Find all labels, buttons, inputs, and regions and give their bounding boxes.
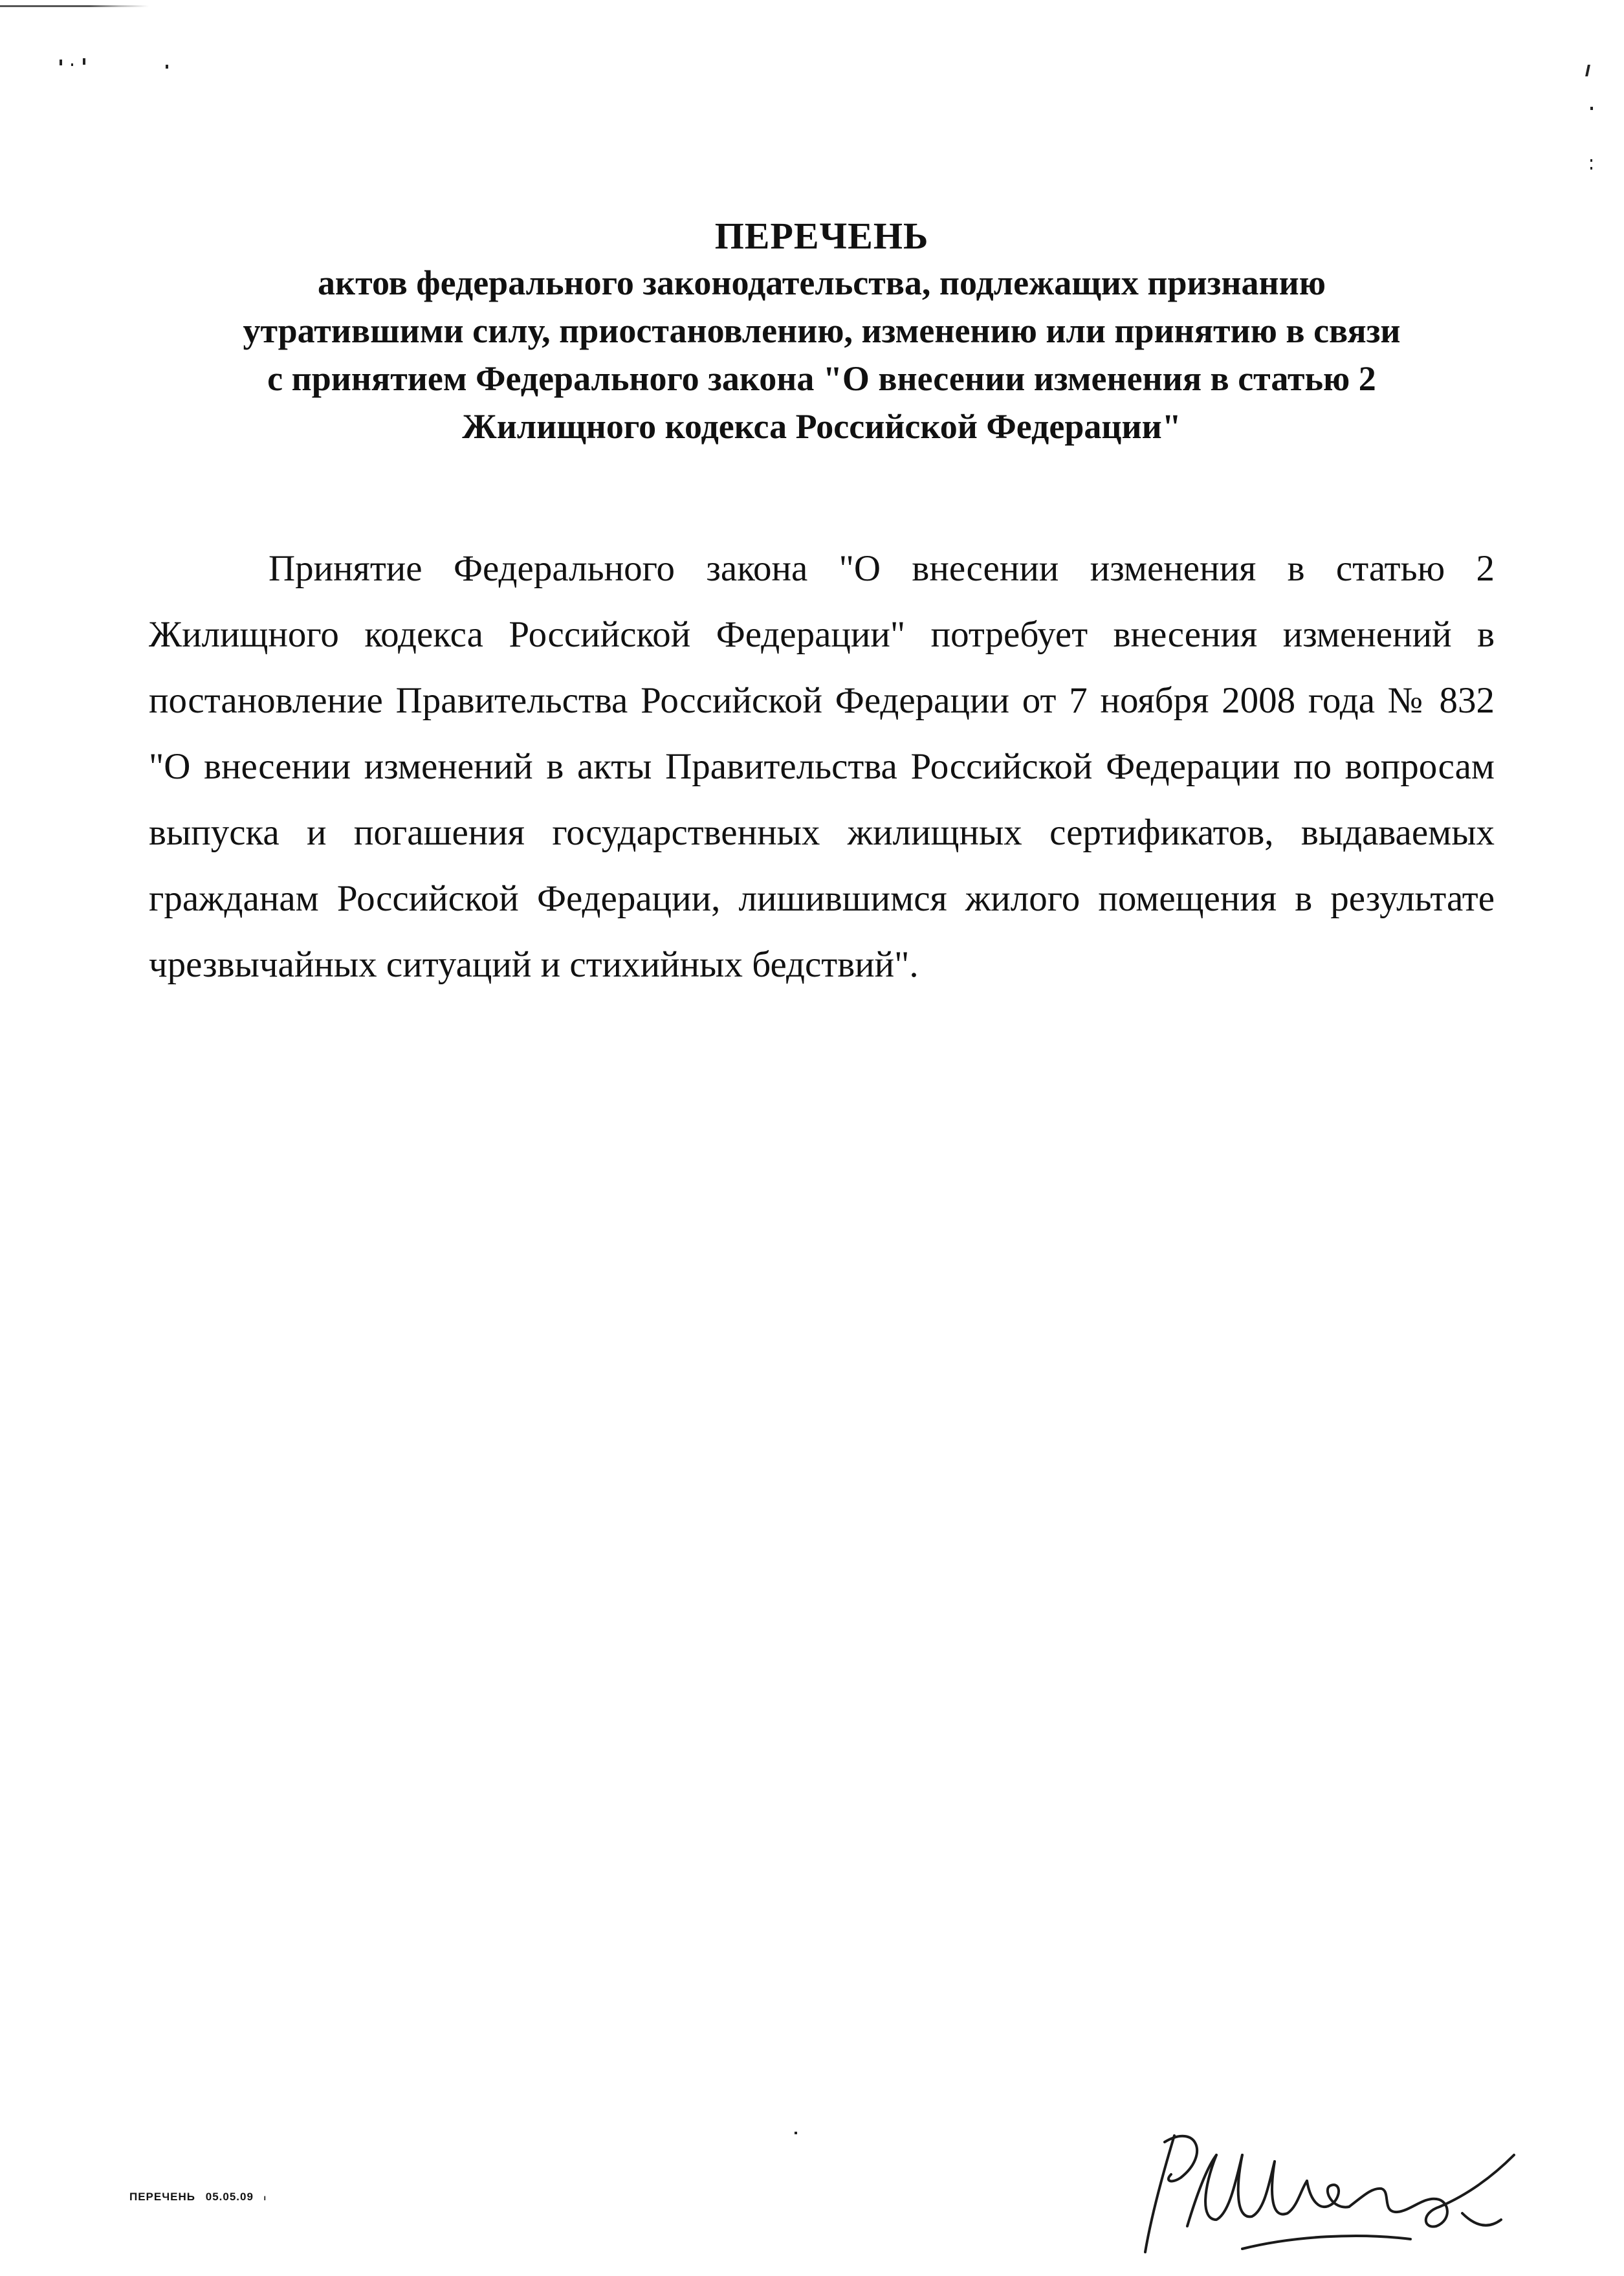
footer-code [129, 2191, 273, 2204]
footer-doc-name: ПЕРЕЧЕНЬ [129, 2191, 196, 2203]
footer-mark: ı [263, 2193, 267, 2202]
scan-speck [1590, 167, 1592, 170]
scan-speck [60, 60, 62, 65]
signature-image [1126, 2116, 1546, 2265]
scan-top-rule [0, 5, 149, 7]
subtitle-line: актов федерального законодательства, подлежащих признанию [318, 263, 1326, 302]
document-body: Принятие Федерального закона "О внесении изменения в статью 2 Жилищного кодекса Российской Федерации" потребует внесения изменений в постановление Правительства Российской Федерации от 7 ноября 2008 года № 832 "О внесении изменений в акты Правительства Российской Федерации по вопросам выпуска и погашения государственных жилищных сертификатов, выдаваемых гражданам Российской Федерации, лишившимся жилого помещения в результате чрезвычайных ситуаций и стихийных бедствий". [149, 548, 1495, 985]
subtitle-line: с принятием Федерального закона "О внесении изменения в статью 2 [267, 359, 1376, 398]
scan-speck [795, 2132, 797, 2134]
document-title: ПЕРЕЧЕНЬ [714, 215, 929, 257]
footer-doc-date: 05.05.09 [205, 2191, 254, 2203]
subtitle-line: Жилищного кодекса Российской Федерации" [462, 407, 1181, 446]
document-heading [149, 214, 1495, 450]
scan-speck [71, 63, 73, 66]
scan-speck [1590, 107, 1593, 110]
scan-speck [83, 58, 85, 65]
subtitle-line: утратившими силу, приостановлению, изменению или принятию в связи [243, 311, 1401, 350]
scan-speck [166, 65, 168, 69]
scan-speck [1585, 65, 1590, 76]
scan-speck [1590, 159, 1592, 162]
